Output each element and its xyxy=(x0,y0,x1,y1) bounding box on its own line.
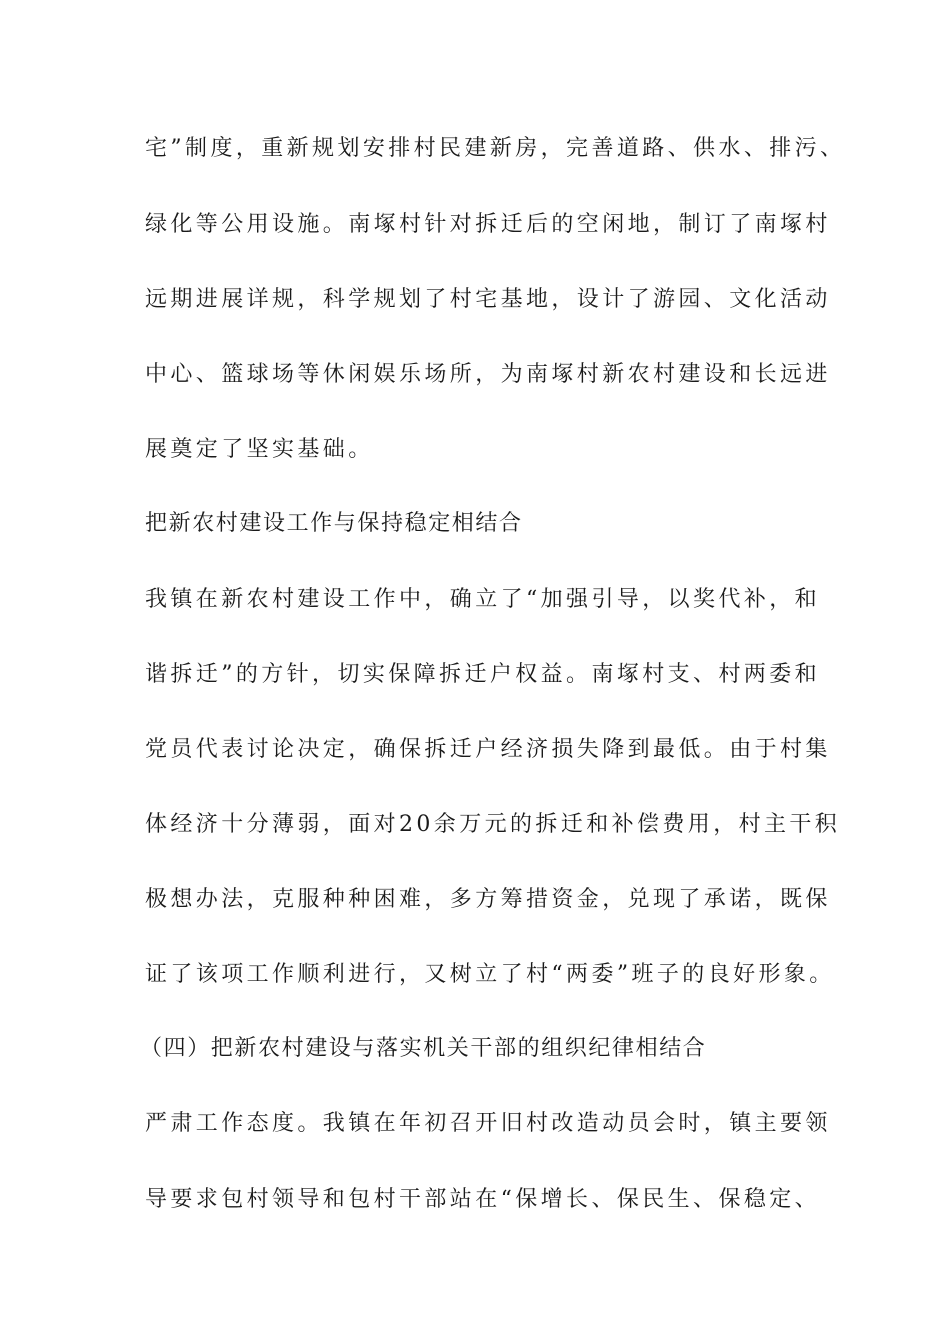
section-heading: 把新农村建设工作与保持稳定相结合 xyxy=(145,511,523,536)
body-text-line: 谐拆迁”的方针，切实保障拆迁户权益。南塚村支、村两委和 xyxy=(145,662,821,687)
body-text-line: 我镇在新农村建设工作中，确立了“加强引导，以奖代补，和 xyxy=(145,587,821,612)
body-text-line: 极想办法，克服种种困难，多方筹措资金，兑现了承诺，既保 xyxy=(145,887,831,912)
body-text-line: 体经济十分薄弱，面对20余万元的拆迁和补偿费用，村主干积 xyxy=(145,812,841,837)
body-text-line: 远期进展详规，科学规划了村宅基地，设计了游园、文化活动 xyxy=(145,287,831,312)
body-text-line: 中心、篮球场等休闲娱乐场所，为南塚村新农村建设和长远进 xyxy=(145,362,831,387)
body-text-line: 宅”制度，重新规划安排村民建新房，完善道路、供水、排污、 xyxy=(145,136,846,161)
section-heading: （四）把新农村建设与落实机关干部的组织纪律相结合 xyxy=(140,1036,707,1061)
body-text-line: 严肃工作态度。我镇在年初召开旧村改造动员会时，镇主要领 xyxy=(145,1111,831,1136)
body-text-line: 绿化等公用设施。南塚村针对拆迁后的空闲地，制订了南塚村 xyxy=(145,212,831,237)
body-text-line: 展奠定了坚实基础。 xyxy=(145,437,374,462)
body-text-line: 证了该项工作顺利进行，又树立了村“两委”班子的良好形象。 xyxy=(145,962,835,987)
body-text-line: 党员代表讨论决定，确保拆迁户经济损失降到最低。由于村集 xyxy=(145,737,831,762)
body-text-line: 导要求包村领导和包村干部站在“保增长、保民生、保稳定、 xyxy=(145,1187,821,1212)
